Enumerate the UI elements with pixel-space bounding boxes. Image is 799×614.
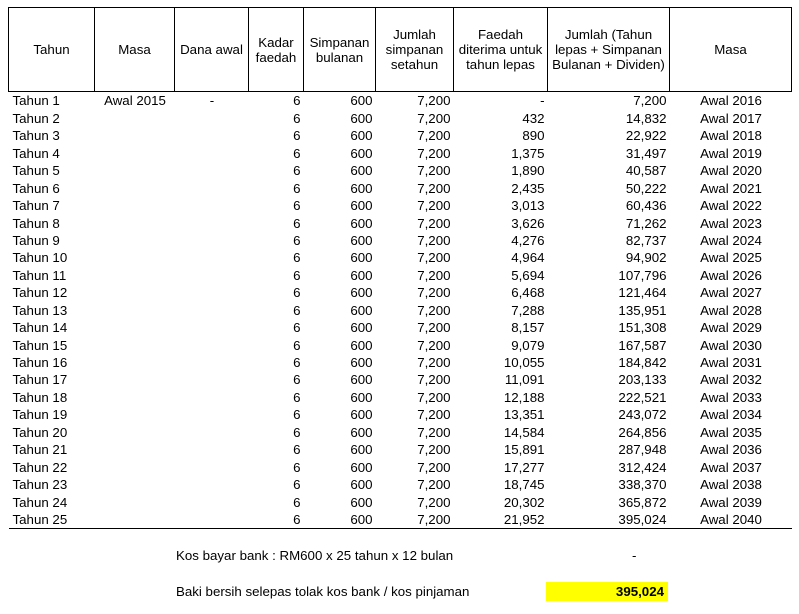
cell-tahun: Tahun 16 — [12, 355, 68, 370]
cell-dana-awal — [175, 249, 249, 266]
cell-simpanan-bulanan: 600 — [304, 511, 376, 529]
table-row — [9, 476, 792, 493]
cell-tahun: Tahun 3 — [12, 128, 60, 144]
table-row — [9, 127, 792, 144]
cell-dana-awal — [175, 144, 249, 161]
cell-faedah: 890 — [522, 128, 545, 144]
cell-tahun: Tahun 19 — [12, 407, 68, 423]
cell-dana-awal — [175, 371, 249, 388]
cell-kadar-faedah: 6 — [293, 267, 301, 283]
table-row — [9, 232, 792, 249]
cell-simpanan-bulanan: 600 — [350, 494, 373, 510]
cell-masa — [95, 493, 175, 510]
cell-jumlah: 107,796 — [618, 267, 667, 283]
cell-masa — [95, 336, 175, 353]
cell-simpanan-bulanan: 600 — [350, 198, 373, 214]
cell-masa — [95, 371, 175, 388]
cell-masa — [95, 144, 175, 161]
header-tahun: Tahun — [9, 8, 95, 92]
cell-masa-akhir: Awal 2018 — [700, 128, 762, 144]
table-row — [9, 92, 792, 110]
cell-masa — [95, 354, 175, 371]
cell-masa — [95, 109, 175, 126]
cell-jumlah: 22,922 — [625, 128, 667, 144]
cell-faedah: 7,288 — [511, 302, 545, 318]
cell-simpanan-bulanan: 600 — [350, 389, 373, 405]
cell-masa — [95, 458, 175, 475]
cell-jumlah: 71,262 — [625, 215, 667, 231]
cell-kadar-faedah: 6 — [293, 389, 301, 405]
cell-tahun: Tahun 22 — [12, 459, 68, 475]
cell-kadar-faedah: 6 — [293, 163, 301, 179]
cell-masa-akhir: Awal 2031 — [700, 355, 762, 370]
cell-jumlah-simpanan: 7,200 — [417, 407, 451, 423]
cell-masa — [95, 197, 175, 214]
table-row — [9, 441, 792, 458]
cell-masa-akhir: Awal 2034 — [700, 407, 762, 423]
cell-tahun: Tahun 1 — [12, 93, 60, 109]
cell-jumlah: 167,587 — [618, 337, 667, 353]
cell-dana-awal — [175, 197, 249, 214]
cell-jumlah-simpanan: 7,200 — [417, 285, 451, 301]
cell-jumlah-simpanan: 7,200 — [417, 180, 451, 196]
cell-masa-akhir: Awal 2026 — [700, 267, 762, 283]
cell-jumlah: 121,464 — [618, 285, 667, 301]
cell-faedah: 3,626 — [511, 215, 545, 231]
table-row — [9, 284, 792, 301]
header-kadar-faedah: Kadar faedah — [249, 8, 304, 92]
header-jumlah-simpanan-setahun: Jumlah simpanan setahun — [376, 8, 454, 92]
cell-simpanan-bulanan: 600 — [350, 267, 373, 283]
cell-jumlah: 203,133 — [618, 372, 667, 388]
cell-jumlah: 31,497 — [625, 145, 667, 161]
cell-kadar-faedah: 6 — [293, 285, 301, 301]
cell-masa-akhir: Awal 2035 — [700, 424, 762, 440]
cell-faedah: 10,055 — [503, 355, 545, 370]
cell-jumlah-simpanan: 7,200 — [417, 232, 451, 248]
cell-kadar-faedah: 6 — [293, 424, 301, 440]
cell-masa — [95, 423, 175, 440]
cell-simpanan-bulanan: 600 — [350, 250, 373, 266]
cell-tahun: Tahun 13 — [12, 302, 68, 318]
table-row — [9, 197, 792, 214]
cell-tahun: Tahun 5 — [12, 163, 60, 179]
cell-dana-awal — [175, 232, 249, 249]
cell-jumlah-simpanan: 7,200 — [417, 267, 451, 283]
cell-jumlah: 135,951 — [618, 302, 667, 318]
cell-kadar-faedah: 6 — [293, 232, 301, 248]
table-row — [9, 371, 792, 388]
cell-jumlah: 82,737 — [625, 232, 667, 248]
savings-table — [8, 7, 792, 529]
cell-tahun: Tahun 2 — [12, 110, 60, 126]
cell-masa — [95, 284, 175, 301]
cell-tahun: Tahun 8 — [12, 215, 60, 231]
cell-masa-akhir: Awal 2017 — [700, 110, 762, 126]
cell-masa-akhir: Awal 2019 — [700, 145, 762, 161]
cell-jumlah: 14,832 — [625, 110, 667, 126]
table-row — [9, 388, 792, 405]
cell-masa-akhir: Awal 2022 — [700, 198, 762, 214]
cell-simpanan-bulanan: 600 — [350, 285, 373, 301]
cell-faedah: 17,277 — [503, 459, 545, 475]
cell-kadar-faedah: 6 — [293, 302, 301, 318]
cell-dana-awal: - — [209, 93, 215, 109]
cell-masa — [95, 301, 175, 318]
cell-tahun: Tahun 6 — [12, 180, 60, 196]
cell-jumlah: 60,436 — [625, 198, 667, 214]
table-row — [9, 336, 792, 353]
cell-kadar-faedah: 6 — [293, 442, 301, 458]
cell-simpanan-bulanan: 600 — [350, 128, 373, 144]
cell-jumlah-simpanan: 7,200 — [417, 128, 451, 144]
cell-jumlah-simpanan: 7,200 — [417, 198, 451, 214]
cell-masa — [95, 476, 175, 493]
cell-tahun: Tahun 7 — [12, 198, 60, 214]
cell-simpanan-bulanan: 600 — [350, 424, 373, 440]
table-row — [9, 458, 792, 475]
cell-kadar-faedah: 6 — [293, 477, 301, 493]
cell-faedah: 5,694 — [511, 267, 545, 283]
cell-masa-akhir: Awal 2030 — [700, 337, 762, 353]
cell-masa — [95, 127, 175, 144]
cell-jumlah: 222,521 — [618, 389, 667, 405]
cell-jumlah-simpanan: 7,200 — [417, 93, 451, 109]
cell-masa-akhir: Awal 2037 — [700, 459, 762, 475]
cell-masa-akhir: Awal 2038 — [700, 477, 762, 493]
table-row — [9, 406, 792, 423]
cell-faedah: 9,079 — [511, 337, 545, 353]
cell-kadar-faedah: 6 — [293, 180, 301, 196]
cell-kadar-faedah: 6 — [293, 355, 301, 370]
cell-dana-awal — [175, 388, 249, 405]
cell-simpanan-bulanan: 600 — [350, 337, 373, 353]
cell-jumlah: 312,424 — [618, 459, 667, 475]
table-row — [9, 354, 792, 371]
cell-jumlah-simpanan: 7,200 — [417, 459, 451, 475]
cell-masa-akhir: Awal 2025 — [700, 250, 762, 266]
cell-jumlah: 184,842 — [618, 355, 667, 370]
table-row — [9, 301, 792, 318]
cell-jumlah-simpanan: 7,200 — [417, 215, 451, 231]
cell-masa-akhir: Awal 2021 — [700, 180, 762, 196]
table-row — [9, 214, 792, 231]
cell-kadar-faedah: 6 — [293, 494, 301, 510]
cell-faedah: 15,891 — [503, 442, 545, 458]
cell-masa — [95, 441, 175, 458]
table-row — [9, 493, 792, 510]
header-masa-akhir: Masa — [670, 8, 792, 92]
cell-jumlah: 395,024 — [548, 511, 670, 529]
cell-faedah: 8,157 — [511, 320, 545, 336]
cell-masa — [95, 406, 175, 423]
cell-masa-akhir: Awal 2028 — [700, 302, 762, 318]
cell-faedah: 3,013 — [511, 198, 545, 214]
header-dana-awal: Dana awal — [175, 8, 249, 92]
cell-jumlah-simpanan: 7,200 — [417, 250, 451, 266]
cell-tahun: Tahun 11 — [12, 267, 67, 283]
cell-simpanan-bulanan: 600 — [350, 477, 373, 493]
header-row — [9, 8, 792, 92]
cell-jumlah-simpanan: 7,200 — [417, 337, 451, 353]
cell-jumlah: 94,902 — [625, 250, 667, 266]
cell-masa — [95, 319, 175, 336]
cell-faedah: 18,745 — [503, 477, 545, 493]
table-row — [9, 266, 792, 283]
cell-faedah: 1,890 — [511, 163, 545, 179]
cell-masa: Awal 2015 — [104, 93, 166, 109]
cell-masa-akhir: Awal 2036 — [700, 442, 762, 458]
cell-masa-akhir: Awal 2032 — [700, 372, 762, 388]
cell-masa-akhir: Awal 2016 — [700, 93, 762, 109]
cell-faedah: 432 — [522, 110, 545, 126]
cell-kadar-faedah: 6 — [293, 320, 301, 336]
cell-jumlah-simpanan: 7,200 — [417, 355, 451, 370]
cell-kadar-faedah: 6 — [293, 215, 301, 231]
cell-jumlah: 338,370 — [618, 477, 667, 493]
cell-faedah: 2,435 — [511, 180, 545, 196]
cell-kadar-faedah: 6 — [293, 198, 301, 214]
cell-jumlah: 264,856 — [618, 424, 667, 440]
cell-simpanan-bulanan: 600 — [350, 180, 373, 196]
cell-simpanan-bulanan: 600 — [350, 232, 373, 248]
cell-dana-awal — [175, 441, 249, 458]
cell-faedah: 12,188 — [503, 389, 545, 405]
cell-dana-awal — [175, 406, 249, 423]
cell-masa-akhir: Awal 2039 — [700, 494, 762, 510]
cell-tahun: Tahun 4 — [12, 145, 60, 161]
cell-tahun: Tahun 21 — [12, 442, 68, 458]
cell-jumlah-simpanan: 7,200 — [417, 389, 451, 405]
cell-dana-awal — [175, 214, 249, 231]
cell-jumlah-simpanan: 7,200 — [376, 511, 454, 529]
cell-tahun: Tahun 10 — [12, 250, 68, 266]
cell-jumlah: 40,587 — [625, 163, 667, 179]
table-row — [9, 162, 792, 179]
cell-faedah: 6,468 — [511, 285, 545, 301]
cell-dana-awal — [175, 336, 249, 353]
cell-tahun: Tahun 18 — [12, 389, 68, 405]
header-masa: Masa — [95, 8, 175, 92]
cell-simpanan-bulanan: 600 — [350, 110, 373, 126]
cell-tahun: Tahun 24 — [12, 494, 68, 510]
cell-simpanan-bulanan: 600 — [350, 145, 373, 161]
header-jumlah: Jumlah (Tahun lepas + Simpanan Bulanan + Dividen) — [548, 8, 670, 92]
cell-faedah: 14,584 — [503, 424, 545, 440]
cell-kadar-faedah: 6 — [293, 372, 301, 388]
cell-jumlah-simpanan: 7,200 — [417, 163, 451, 179]
cell-simpanan-bulanan: 600 — [350, 407, 373, 423]
cell-masa — [95, 179, 175, 196]
table-row — [9, 144, 792, 161]
cell-dana-awal — [175, 423, 249, 440]
table-row — [9, 109, 792, 126]
cell-tahun: Tahun 25 — [9, 511, 95, 529]
cell-tahun: Tahun 12 — [12, 285, 68, 301]
cell-masa — [95, 388, 175, 405]
cell-simpanan-bulanan: 600 — [350, 320, 373, 336]
cell-kadar-faedah: 6 — [293, 93, 301, 109]
cell-jumlah: 50,222 — [625, 180, 667, 196]
cell-kadar-faedah: 6 — [293, 128, 301, 144]
cell-tahun: Tahun 23 — [12, 477, 68, 493]
cell-dana-awal — [175, 266, 249, 283]
table-row — [9, 511, 792, 529]
cell-kadar-faedah: 6 — [293, 337, 301, 353]
cell-jumlah-simpanan: 7,200 — [417, 110, 451, 126]
cell-faedah: - — [540, 93, 545, 109]
cell-simpanan-bulanan: 600 — [350, 355, 373, 370]
cell-dana-awal — [175, 284, 249, 301]
cell-faedah: 13,351 — [503, 407, 545, 423]
cell-kadar-faedah: 6 — [293, 145, 301, 161]
cell-tahun: Tahun 15 — [12, 337, 68, 353]
cell-simpanan-bulanan: 600 — [350, 459, 373, 475]
table-row — [9, 179, 792, 196]
table-row — [9, 249, 792, 266]
cell-dana-awal — [175, 493, 249, 510]
cell-jumlah: 365,872 — [618, 494, 667, 510]
cell-tahun: Tahun 14 — [12, 320, 68, 336]
cell-kadar-faedah: 6 — [293, 459, 301, 475]
table-body — [9, 92, 792, 529]
cell-masa — [95, 266, 175, 283]
net-balance-value: 395,024 — [546, 582, 668, 601]
cell-jumlah-simpanan: 7,200 — [417, 424, 451, 440]
cell-kadar-faedah: 6 — [293, 110, 301, 126]
cell-dana-awal — [175, 319, 249, 336]
bank-cost-label: Kos bayar bank : RM600 x 25 tahun x 12 bulan — [176, 548, 454, 563]
cell-dana-awal — [175, 511, 249, 529]
cell-masa-akhir: Awal 2029 — [700, 320, 762, 336]
cell-simpanan-bulanan: 600 — [350, 372, 373, 388]
cell-masa — [95, 214, 175, 231]
cell-jumlah-simpanan: 7,200 — [417, 442, 451, 458]
cell-faedah: 21,952 — [454, 511, 548, 529]
cell-jumlah-simpanan: 7,200 — [417, 494, 451, 510]
header-faedah-diterima: Faedah diterima untuk tahun lepas — [454, 8, 548, 92]
cell-kadar-faedah: 6 — [293, 407, 301, 423]
bank-cost-value: - — [632, 548, 637, 563]
cell-dana-awal — [175, 179, 249, 196]
cell-jumlah: 7,200 — [633, 93, 667, 109]
cell-masa — [95, 249, 175, 266]
cell-jumlah-simpanan: 7,200 — [417, 302, 451, 318]
cell-tahun: Tahun 20 — [12, 424, 68, 440]
table-row — [9, 423, 792, 440]
cell-kadar-faedah: 6 — [249, 511, 304, 529]
cell-faedah: 1,375 — [511, 145, 545, 161]
cell-faedah: 4,276 — [511, 232, 545, 248]
cell-faedah: 4,964 — [511, 250, 545, 266]
net-balance-label: Baki bersih selepas tolak kos bank / kos pinjaman — [176, 584, 470, 599]
cell-faedah: 20,302 — [503, 494, 545, 510]
cell-masa-akhir: Awal 2027 — [700, 285, 762, 301]
cell-tahun: Tahun 17 — [12, 372, 68, 388]
cell-jumlah: 243,072 — [618, 407, 667, 423]
cell-masa-akhir: Awal 2033 — [700, 389, 762, 405]
cell-jumlah-simpanan: 7,200 — [417, 145, 451, 161]
cell-masa-akhir: Awal 2024 — [700, 232, 762, 248]
cell-simpanan-bulanan: 600 — [350, 302, 373, 318]
cell-simpanan-bulanan: 600 — [350, 442, 373, 458]
table-row — [9, 319, 792, 336]
cell-jumlah-simpanan: 7,200 — [417, 320, 451, 336]
cell-kadar-faedah: 6 — [293, 250, 301, 266]
cell-simpanan-bulanan: 600 — [350, 215, 373, 231]
cell-dana-awal — [175, 301, 249, 318]
cell-simpanan-bulanan: 600 — [350, 93, 373, 109]
cell-jumlah-simpanan: 7,200 — [417, 372, 451, 388]
cell-masa-akhir: Awal 2020 — [700, 163, 762, 179]
header-simpanan-bulanan: Simpanan bulanan — [304, 8, 376, 92]
cell-masa-akhir: Awal 2040 — [670, 511, 792, 529]
cell-masa-akhir: Awal 2023 — [700, 215, 762, 231]
cell-dana-awal — [175, 354, 249, 371]
cell-tahun: Tahun 9 — [12, 232, 60, 248]
cell-jumlah: 287,948 — [618, 442, 667, 458]
cell-dana-awal — [175, 127, 249, 144]
cell-dana-awal — [175, 476, 249, 493]
cell-dana-awal — [175, 162, 249, 179]
cell-simpanan-bulanan: 600 — [350, 163, 373, 179]
cell-masa — [95, 162, 175, 179]
cell-dana-awal — [175, 109, 249, 126]
cell-masa — [95, 511, 175, 529]
cell-jumlah-simpanan: 7,200 — [417, 477, 451, 493]
cell-masa — [95, 232, 175, 249]
cell-dana-awal — [175, 458, 249, 475]
cell-faedah: 11,091 — [504, 372, 545, 388]
cell-jumlah: 151,308 — [618, 320, 667, 336]
